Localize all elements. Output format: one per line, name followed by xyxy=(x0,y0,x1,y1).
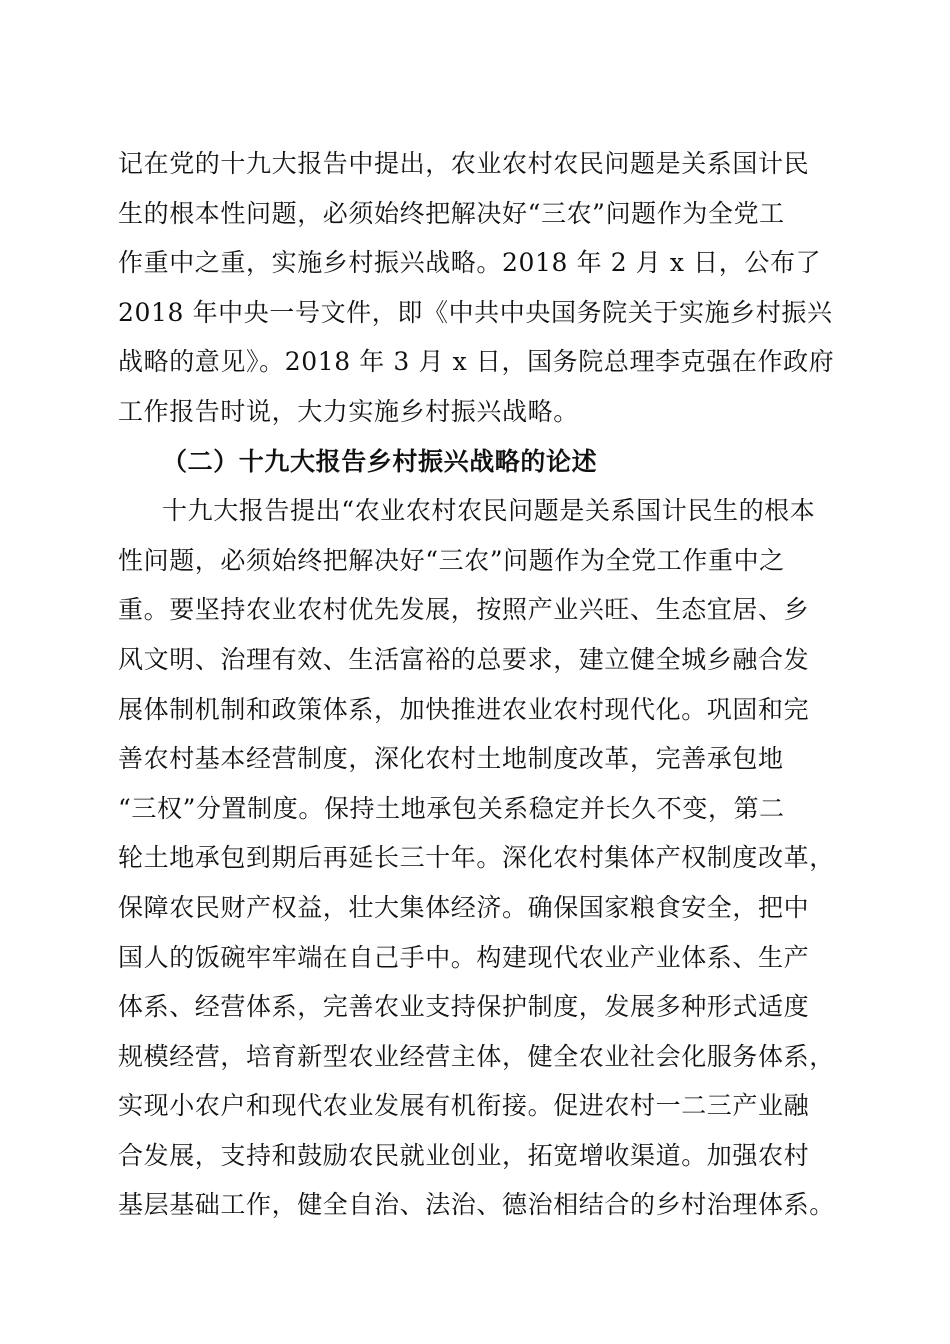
text-line: 合发展，支持和鼓励农民就业创业，拓宽增收渠道。加强农村 xyxy=(118,1140,810,1170)
text-line: 作重中之重，实施乡村振兴战略。2018 年 2 月 x 日，公布了 xyxy=(118,248,822,278)
text-line: 战略的意见》。2018 年 3 月 x 日，国务院总理李克强在作政府 xyxy=(118,347,835,377)
document-body xyxy=(118,139,835,1230)
paragraph-main xyxy=(118,486,835,1230)
text-line: 2018 年中央一号文件，即《中共中央国务院关于实施乡村振兴 xyxy=(118,297,833,327)
text-line: 记在党的十九大报告中提出，农业农村农民问题是关系国计民 xyxy=(118,149,810,178)
text-line: 实现小农户和现代农业发展有机衔接。促进农村一二三产业融 xyxy=(118,1091,810,1121)
section-heading: （二）十九大报告乡村振兴战略的论述 xyxy=(162,446,598,476)
text-line: “三权”分置制度。保持土地承包关系稳定并长久不变，第二 xyxy=(118,793,785,823)
text-line: 规模经营，培育新型农业经营主体，健全农业社会化服务体系， xyxy=(118,1041,835,1071)
text-line: 善农村基本经营制度，深化农村土地制度改革，完善承包地 xyxy=(118,744,784,774)
text-line: 保障农民财产权益，壮大集体经济。确保国家粮食安全，把中 xyxy=(118,892,810,922)
text-line: 重。要坚持农业农村优先发展，按照产业兴旺、生态宜居、乡 xyxy=(118,595,810,625)
text-line: 基层基础工作，健全自治、法治、德治相结合的乡村治理体系。 xyxy=(118,1190,835,1220)
text-line: 性问题，必须始终把解决好“三农”问题作为全党工作重中之 xyxy=(118,545,785,575)
text-line: 工作报告时说，大力实施乡村振兴战略。 xyxy=(118,396,579,426)
paragraph-continued xyxy=(118,139,835,437)
text-line: 生的根本性问题，必须始终把解决好“三农”问题作为全党工 xyxy=(118,198,785,228)
text-line: 体系、经营体系，完善农业支持保护制度，发展多种形式适度 xyxy=(118,992,810,1022)
text-line: 展体制机制和政策体系，加快推进农业农村现代化。巩固和完 xyxy=(118,694,810,724)
text-line: 十九大报告提出“农业农村农民问题是关系国计民生的根本 xyxy=(162,496,816,526)
text-line: 风文明、治理有效、生活富裕的总要求，建立健全城乡融合发 xyxy=(118,644,810,674)
text-line: 国人的饭碗牢牢端在自己手中。构建现代农业产业体系、生产 xyxy=(118,942,810,972)
text-line: 轮土地承包到期后再延长三十年。深化农村集体产权制度改革， xyxy=(118,843,835,873)
